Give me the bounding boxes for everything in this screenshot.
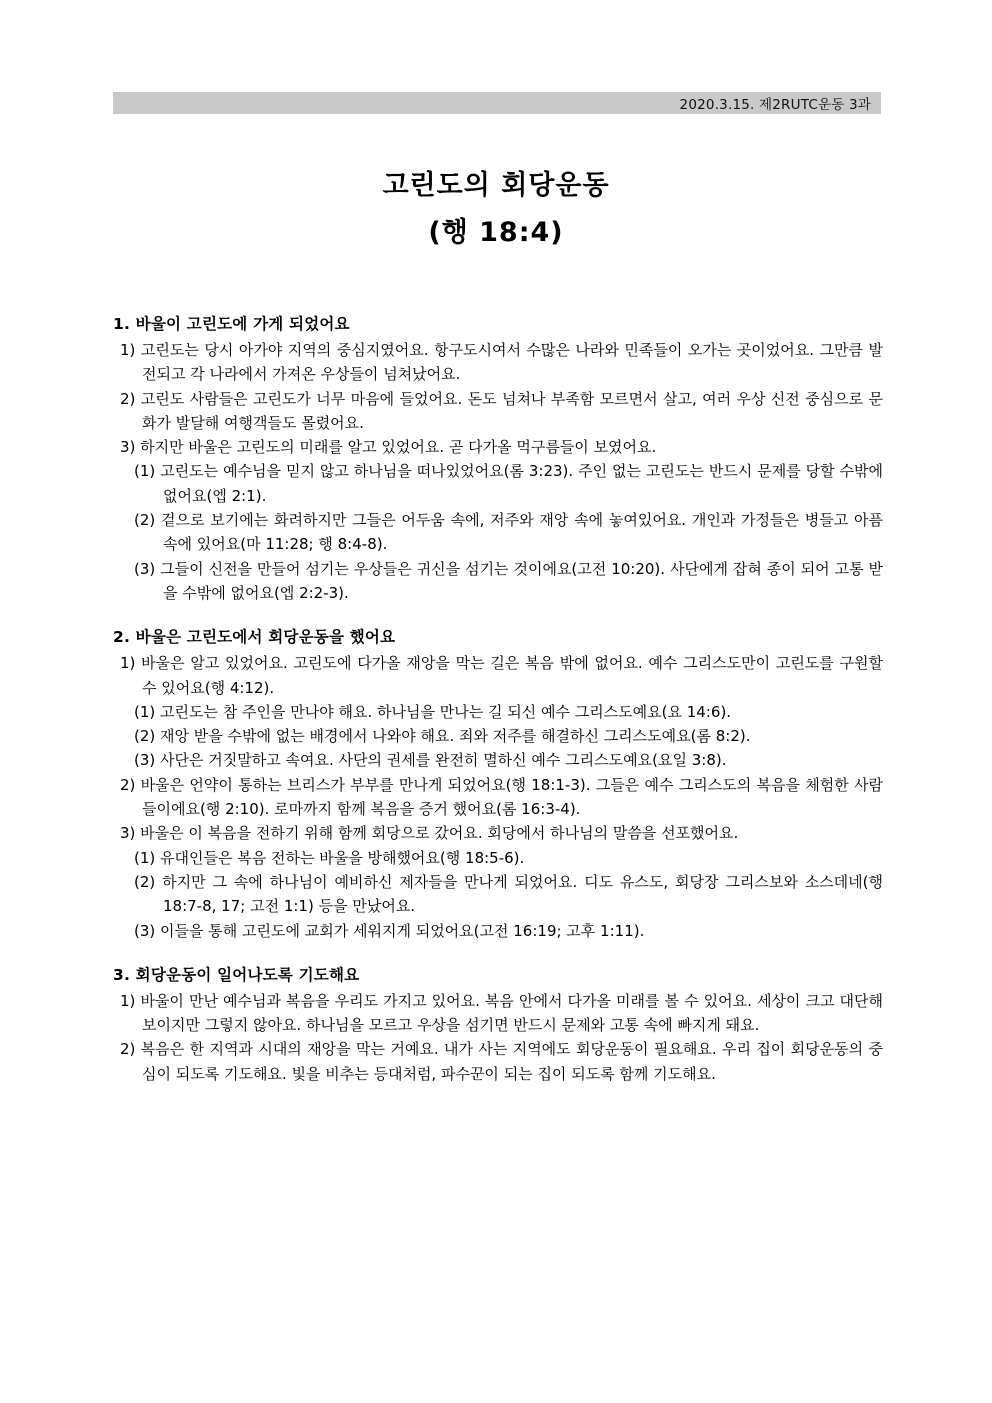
list-item: 2) 바울은 언약이 통하는 브리스가 부부를 만나게 되었어요(행 18:1-3). 그들은 예수 그리스도의 복음을 체험한 사람들이에요(행 2:10). 로마까지 함께 복음을 증거 했어요(롬 16:3-4). xyxy=(120,775,883,819)
section-heading: 1. 바울이 고린도에 가게 되었어요 xyxy=(113,315,350,333)
section-2 xyxy=(113,625,883,943)
section-3 xyxy=(113,963,883,1086)
list-item: (2) 재앙 받을 수밖에 없는 배경에서 나와야 해요. 죄와 저주를 해결하신 그리스도예요(롬 8:2). xyxy=(134,727,751,746)
page-title xyxy=(0,172,992,246)
header-date-lesson: 2020.3.15. 제2RUTC운동 3과 xyxy=(679,97,871,113)
list-item: (3) 그들이 신전을 만들어 섬기는 우상들은 귀신을 섬기는 것이에요(고전 10:20). 사단에게 잡혀 종이 되어 고통 받을 수밖에 없어요(엡 2:2-3). xyxy=(134,559,883,602)
title-line-1: 고린도의 회당운동 xyxy=(382,170,610,201)
list-item: 2) 복음은 한 지역과 시대의 재앙을 막는 거예요. 내가 사는 지역에도 회당운동이 필요해요. 우리 집이 회당운동의 중심이 되도록 기도해요. 빛을 비추는 등대처럼, 파수꾼이 되는 집이 되도록 함께 기도해요. xyxy=(120,1040,883,1083)
list-item: (1) 고린도는 참 주인을 만나야 해요. 하나님을 만나는 길 되신 예수 그리스도예요(요 14:6). xyxy=(134,702,732,721)
document-body xyxy=(113,312,883,1106)
list-item: 3) 하지만 바울은 고린도의 미래를 알고 있었어요. 곧 다가올 먹구름들이 보였어요. xyxy=(120,438,657,457)
section-1 xyxy=(113,312,883,605)
list-item: 2) 고린도 사람들은 고린도가 너무 마음에 들었어요. 돈도 넘쳐나 부족함 모르면서 살고, 여러 우상 신전 중심으로 문화가 발달해 여행객들도 몰렸어요. xyxy=(120,389,883,432)
list-item: (3) 사단은 거짓말하고 속여요. 사단의 권세를 완전히 멸하신 예수 그리스도예요(요일 3:8). xyxy=(134,751,727,770)
list-item: 1) 바울은 알고 있었어요. 고린도에 다가올 재앙을 막는 길은 복음 밖에 없어요. 예수 그리스도만이 고린도를 구원할 수 있어요(행 4:12). xyxy=(120,654,883,697)
list-item: 1) 바울이 만난 예수님과 복음을 우리도 가지고 있어요. 복음 안에서 다가올 미래를 볼 수 있어요. 세상이 크고 대단해 보이지만 그렇지 않아요. 하나님을 모르고 우상을 섬기면 반드시 문제와 고통 속에 빠지게 돼요. xyxy=(120,991,883,1035)
list-item: 3) 바울은 이 복음을 전하기 위해 함께 회당으로 갔어요. 회당에서 하나님의 말씀을 선포했어요. xyxy=(120,824,739,843)
list-item: (3) 이들을 통해 고린도에 교회가 세워지게 되었어요(고전 16:19; 고후 1:11). xyxy=(134,921,645,940)
list-item: (2) 하지만 그 속에 하나님이 예비하신 제자들을 만나게 되었어요. 디도 유스도, 회당장 그리스보와 소스데네(행 18:7-8, 17; 고전 1:1) 등을 만났어요. xyxy=(134,872,883,916)
list-item: (1) 고린도는 예수님을 믿지 않고 하나님을 떠나있었어요(롬 3:23). 주인 없는 고린도는 반드시 문제를 당할 수밖에 없어요(엡 2:1). xyxy=(134,462,883,505)
section-heading: 2. 바울은 고린도에서 회당운동을 했어요 xyxy=(113,628,396,647)
list-item: (1) 유대인들은 복음 전하는 바울을 방해했어요(행 18:5-6). xyxy=(134,848,525,867)
list-item: 1) 고린도는 당시 아가야 지역의 중심지였어요. 항구도시여서 수많은 나라와 민족들이 오가는 곳이었어요. 그만큼 발전되고 각 나라에서 가져온 우상들이 넘쳐났어요. xyxy=(120,341,883,384)
list-item: (2) 겉으로 보기에는 화려하지만 그들은 어두움 속에, 저주와 재앙 속에 놓여있어요. 개인과 가정들은 병들고 아픔 속에 있어요(마 11:28; 행 8:4-8). xyxy=(134,511,883,554)
title-line-2: (행 18:4) xyxy=(428,217,564,248)
section-heading: 3. 회당운동이 일어나도록 기도해요 xyxy=(113,965,360,984)
page-header-bar xyxy=(113,92,881,114)
